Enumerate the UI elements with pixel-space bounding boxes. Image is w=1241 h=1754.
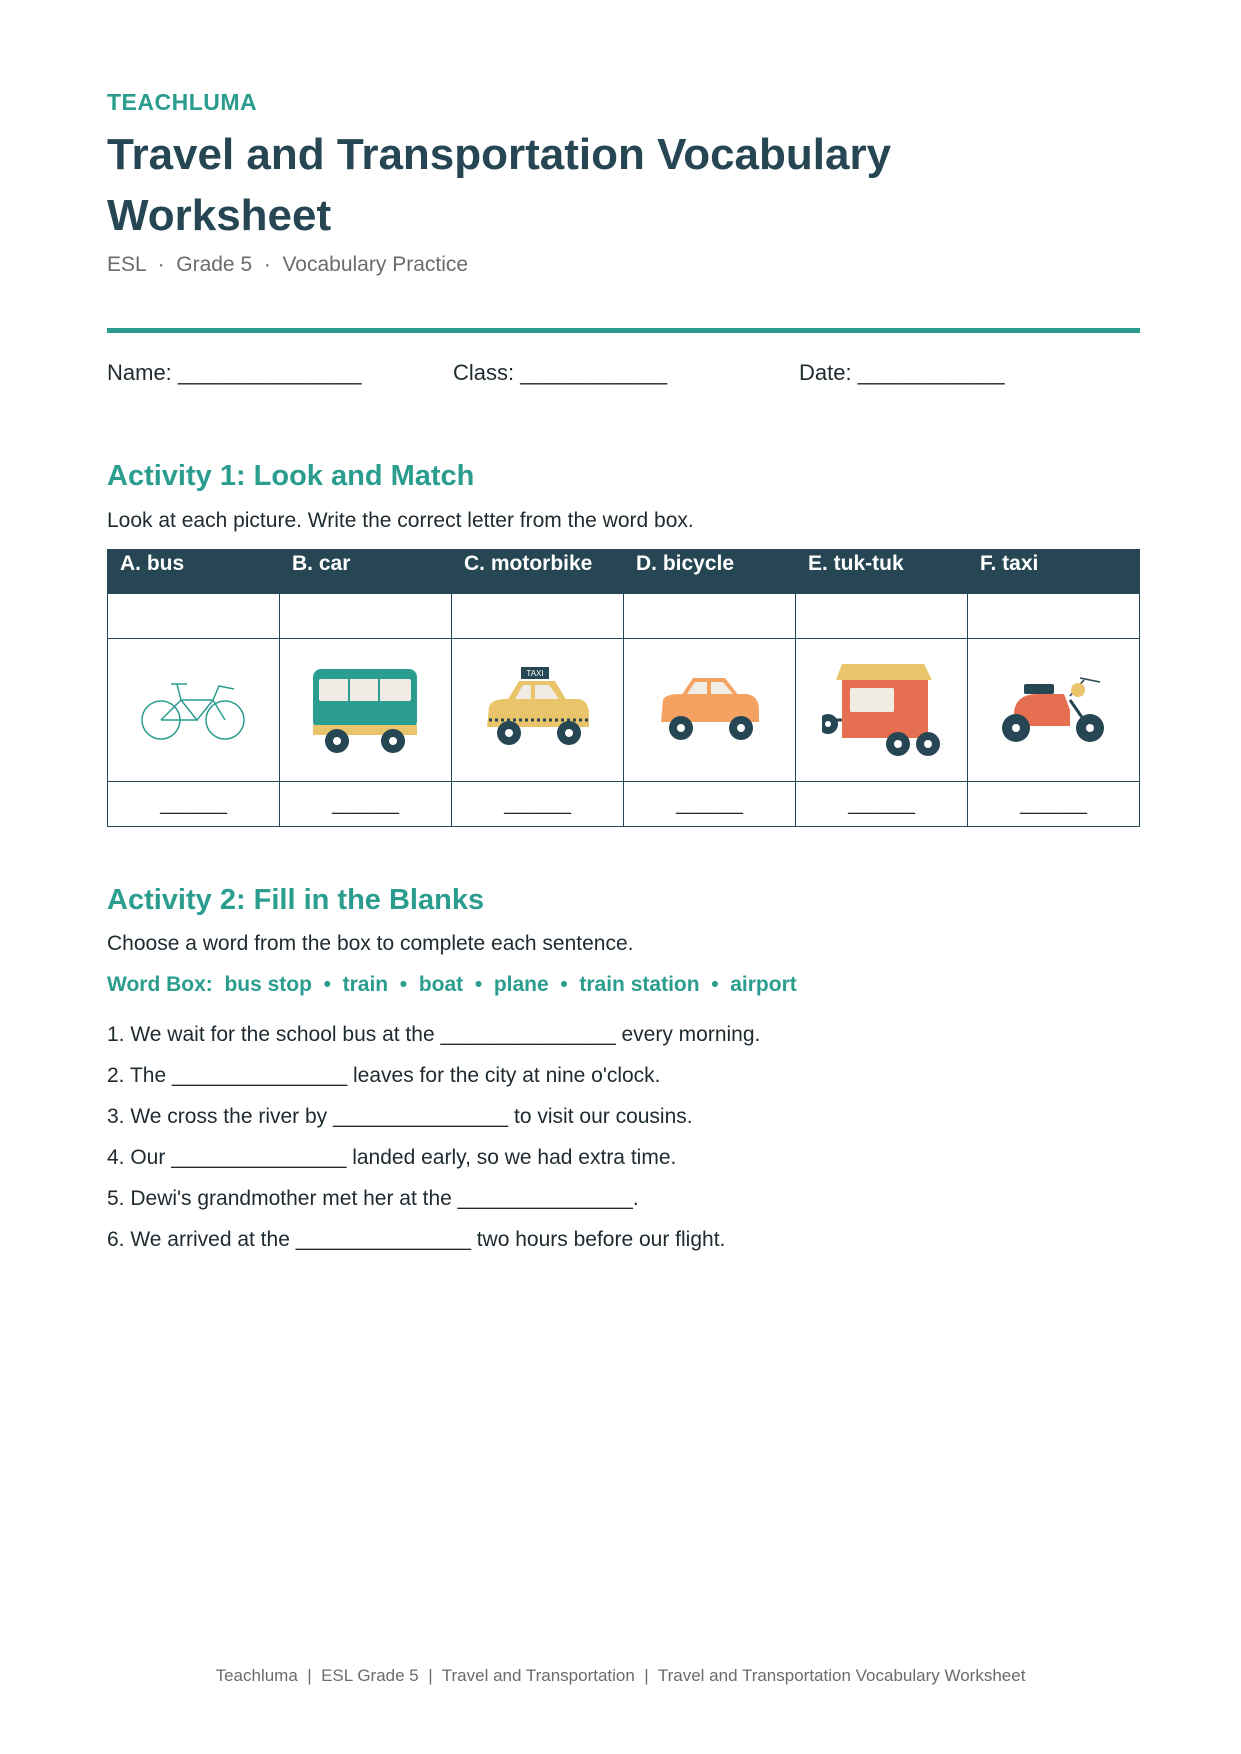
answer-row [108, 782, 1140, 827]
word-box-item: F. taxi [968, 550, 1140, 594]
bus-icon [311, 665, 421, 755]
sentence-item: 3. We cross the river by _______________ to visit our cousins. [107, 1105, 693, 1128]
picture-row [108, 639, 1140, 782]
tuk-tuk-icon [822, 660, 942, 760]
worksheet-title: Travel and Transportation Vocabulary Worksheet [107, 130, 892, 240]
blank-row [108, 594, 1140, 639]
word-box-item: C. motorbike [452, 550, 624, 594]
word-box: Word Box: bus stop • train • boat • plane • train station • airport [107, 973, 797, 996]
answer-blank[interactable]: ______ [624, 782, 796, 827]
picture-cell [452, 639, 624, 782]
blank-cell [452, 594, 624, 639]
car-icon [655, 670, 765, 750]
sentence-item: 4. Our _______________ landed early, so we had extra time. [107, 1146, 677, 1169]
picture-cell [796, 639, 968, 782]
answer-blank[interactable]: ______ [108, 782, 280, 827]
bicycle-icon [139, 680, 249, 740]
taxi-icon [483, 665, 593, 755]
class-field[interactable]: Class: ____________ [453, 360, 668, 385]
header-divider [107, 328, 1140, 333]
activity1-instructions: Look at each picture. Write the correct letter from the word box. [107, 509, 694, 532]
name-field[interactable]: Name: _______________ [107, 360, 362, 385]
sentence-list [107, 1014, 1140, 1260]
answer-blank[interactable]: ______ [796, 782, 968, 827]
sentence-item: 6. We arrived at the _______________ two hours before our flight. [107, 1228, 726, 1251]
word-box-row [108, 550, 1140, 594]
sentence-item: 1. We wait for the school bus at the _______________ every morning. [107, 1023, 761, 1046]
answer-blank[interactable]: ______ [280, 782, 452, 827]
worksheet-subtitle: ESL · Grade 5 · Vocabulary Practice [107, 253, 469, 276]
sentence-item: 2. The _______________ leaves for the city at nine o'clock. [107, 1064, 661, 1087]
picture-cell [108, 639, 280, 782]
activity2-instructions: Choose a word from the box to complete each sentence. [107, 932, 634, 955]
match-table [107, 549, 1140, 827]
motorbike-icon [994, 670, 1114, 750]
picture-cell [280, 639, 452, 782]
date-field[interactable]: Date: ____________ [799, 360, 1005, 385]
picture-cell [968, 639, 1140, 782]
answer-blank[interactable]: ______ [968, 782, 1140, 827]
activity2-heading: Activity 2: Fill in the Blanks [107, 884, 485, 916]
answer-blank[interactable]: ______ [452, 782, 624, 827]
sentence-item: 5. Dewi's grandmother met her at the _______________. [107, 1187, 639, 1210]
word-box-item: E. tuk-tuk [796, 550, 968, 594]
page-footer: Teachluma | ESL Grade 5 | Travel and Transportation | Travel and Transportation Vocabulary Worksheet [215, 1666, 1026, 1685]
word-box-item: D. bicycle [624, 550, 796, 594]
brand-name: TEACHLUMA [107, 89, 258, 115]
blank-cell [796, 594, 968, 639]
student-info-row [107, 360, 1140, 390]
picture-cell [624, 639, 796, 782]
blank-cell [280, 594, 452, 639]
word-box-item: A. bus [108, 550, 280, 594]
activity1-heading: Activity 1: Look and Match [107, 460, 475, 492]
blank-cell [968, 594, 1140, 639]
blank-cell [624, 594, 796, 639]
blank-cell [108, 594, 280, 639]
svg-text:TAXI: TAXI [525, 669, 544, 678]
word-box-item: B. car [280, 550, 452, 594]
